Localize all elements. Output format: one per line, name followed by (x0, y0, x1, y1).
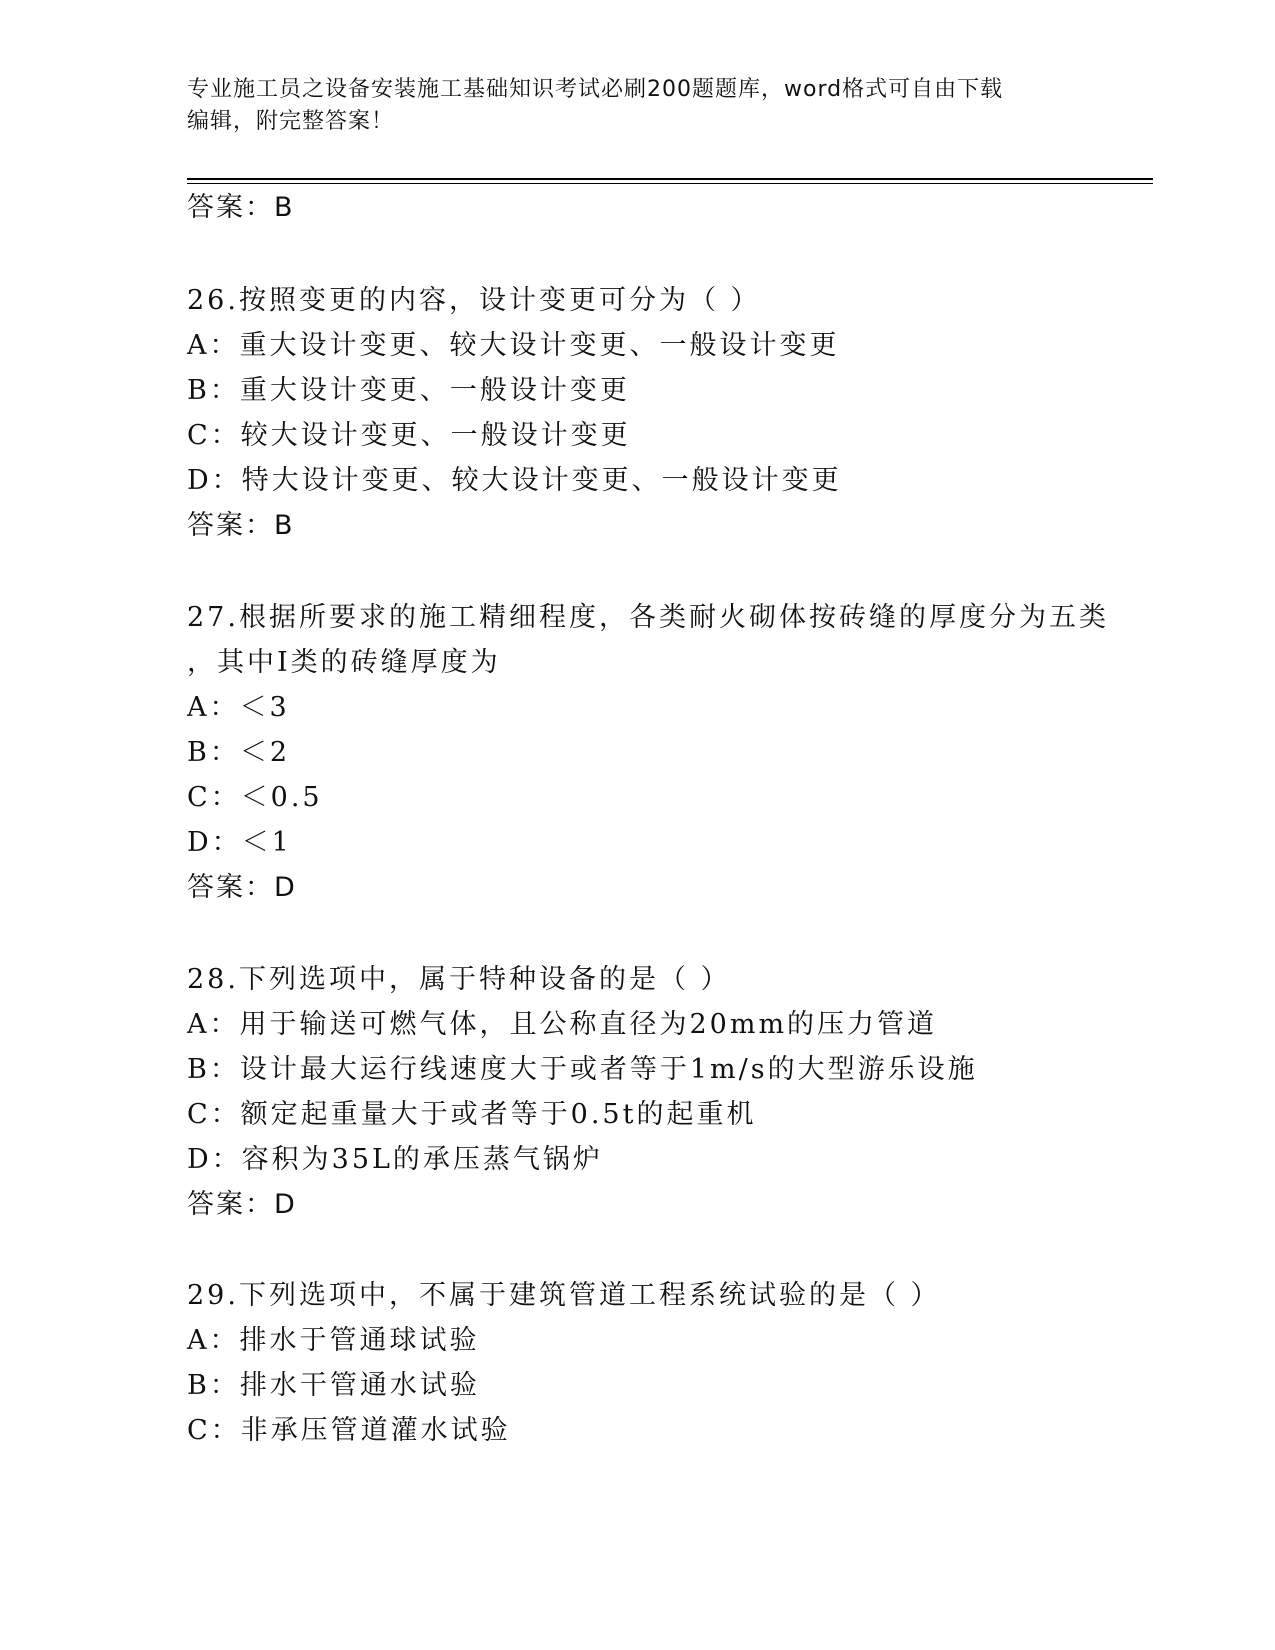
question-28-option-d: D：容积为35L的承压蒸气锅炉 (187, 1144, 603, 1175)
question-29-option-b: B：排水干管通水试验 (187, 1370, 480, 1401)
header-divider-thick (187, 178, 1153, 180)
question-27-stem: 27.根据所要求的施工精细程度，各类耐火砌体按砖缝的厚度分为五类 (187, 602, 1109, 633)
question-27-option-b: B：＜2 (187, 737, 291, 768)
header-title-line-1: 专业施工员之设备安装施工基础知识考试必刷200题题库，word格式可自由下载 (187, 77, 1004, 102)
question-29-stem: 29.下列选项中，不属于建筑管道工程系统试验的是（ ） (187, 1280, 941, 1311)
question-28-stem: 28.下列选项中，属于特种设备的是（ ） (187, 964, 731, 995)
question-28-option-a: A：用于输送可燃气体，且公称直径为20mm的压力管道 (187, 1009, 938, 1040)
question-28-option-b: B：设计最大运行线速度大于或者等于1m/s的大型游乐设施 (187, 1054, 978, 1085)
answer-text: 答案：B (187, 192, 295, 223)
header-title-line-2: 编辑，附完整答案！ (187, 109, 395, 134)
question-26-option-a: A：重大设计变更、较大设计变更、一般设计变更 (187, 330, 840, 361)
question-26-option-d: D：特大设计变更、较大设计变更、一般设计变更 (187, 465, 842, 496)
question-28-option-c: C：额定起重量大于或者等于0.5t的起重机 (187, 1099, 757, 1130)
question-27-option-d: D：＜1 (187, 827, 292, 858)
question-29-option-c: C：非承压管道灌水试验 (187, 1415, 511, 1446)
question-27-answer: 答案：D (187, 872, 297, 903)
question-27-stem-continued: ，其中I类的砖缝厚度为 (187, 647, 501, 678)
header-divider-thin (187, 183, 1153, 184)
question-27-option-c: C：＜0.5 (187, 782, 323, 813)
document-header (187, 74, 1087, 138)
question-29-option-a: A：排水于管通球试验 (187, 1325, 480, 1356)
question-26-stem: 26.按照变更的内容，设计变更可分为（ ） (187, 285, 761, 316)
question-27-option-a: A：＜3 (187, 692, 290, 723)
question-28-answer: 答案：D (187, 1189, 297, 1220)
question-26-answer: 答案：B (187, 510, 295, 541)
question-26-option-b: B：重大设计变更、一般设计变更 (187, 375, 630, 406)
question-26-option-c: C：较大设计变更、一般设计变更 (187, 420, 631, 451)
